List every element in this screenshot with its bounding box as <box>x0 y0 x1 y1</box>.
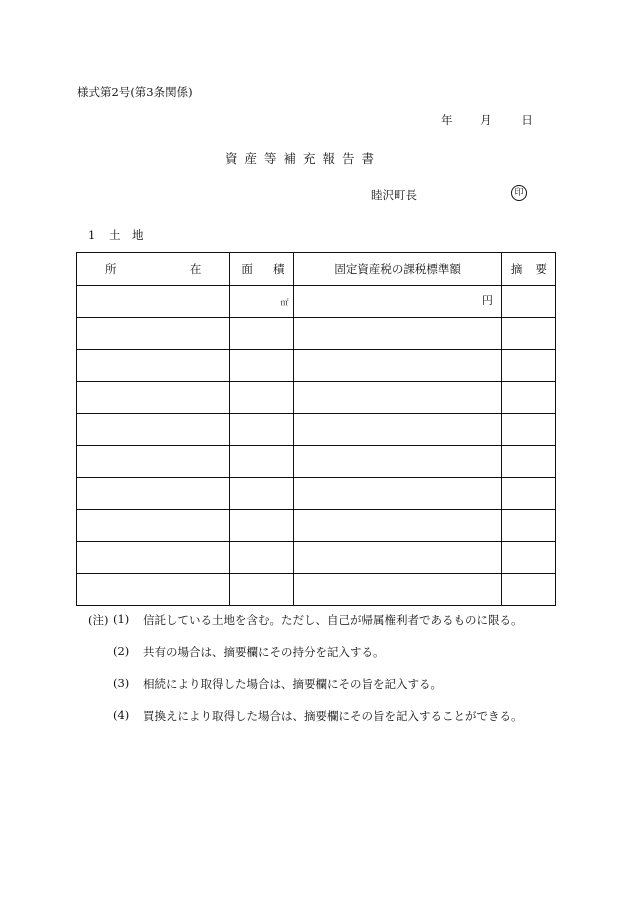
taxable-value-cell[interactable] <box>294 510 501 542</box>
table-header-row <box>77 253 556 286</box>
remarks-cell[interactable] <box>501 286 555 318</box>
note-text: 相続により取得した場合は、摘要欄にその旨を記入する。 <box>143 677 442 691</box>
value-unit: 円 <box>481 294 493 307</box>
area-cell[interactable] <box>230 414 294 446</box>
form-number: 様式第2号(第3条関係) <box>77 85 193 99</box>
remarks-cell[interactable] <box>501 510 555 542</box>
taxable-value-cell[interactable] <box>294 414 501 446</box>
taxable-value-cell[interactable] <box>294 574 501 606</box>
land-table <box>76 252 556 606</box>
header-remarks <box>501 253 555 286</box>
table-row <box>77 574 556 606</box>
table-row <box>77 382 556 414</box>
table-row <box>77 510 556 542</box>
header-area-char: 面 <box>241 262 253 276</box>
header-taxable-value: 固定資産税の課税標準額 <box>294 253 501 286</box>
header-remarks-char: 摘 <box>510 262 523 276</box>
header-area-char: 積 <box>272 262 285 276</box>
taxable-value-cell[interactable] <box>294 382 501 414</box>
remarks-cell[interactable] <box>501 542 555 574</box>
remarks-cell[interactable] <box>501 382 555 414</box>
page-title: 資産等補充報告書 <box>225 151 382 166</box>
taxable-value-cell[interactable] <box>294 542 501 574</box>
area-unit: ㎡ <box>280 298 289 307</box>
table-row <box>77 286 556 318</box>
header-location-char: 所 <box>105 262 117 276</box>
note-number: (2) <box>113 644 130 658</box>
area-cell[interactable] <box>230 510 294 542</box>
location-cell[interactable] <box>77 286 230 318</box>
location-cell[interactable] <box>77 318 230 350</box>
note-text: 共有の場合は、摘要欄にその持分を記入する。 <box>143 645 385 659</box>
table-row <box>77 542 556 574</box>
remarks-cell[interactable] <box>501 350 555 382</box>
remarks-cell[interactable] <box>501 574 555 606</box>
header-location-char: 在 <box>189 262 202 276</box>
area-cell[interactable] <box>230 574 294 606</box>
table-body <box>77 286 556 606</box>
location-cell[interactable] <box>77 510 230 542</box>
table-row <box>77 478 556 510</box>
area-cell[interactable] <box>230 382 294 414</box>
section-label: 土 地 <box>108 228 144 242</box>
date-year: 年 <box>441 113 453 127</box>
note-number: (4) <box>113 708 130 722</box>
note-number: (1) <box>113 612 130 626</box>
location-cell[interactable] <box>77 382 230 414</box>
note-prefix: (注) <box>88 613 109 627</box>
area-cell[interactable] <box>230 446 294 478</box>
taxable-value-cell[interactable] <box>294 286 501 318</box>
taxable-value-cell[interactable] <box>294 446 501 478</box>
area-cell[interactable] <box>230 478 294 510</box>
location-cell[interactable] <box>77 478 230 510</box>
remarks-cell[interactable] <box>501 478 555 510</box>
location-cell[interactable] <box>77 350 230 382</box>
area-cell[interactable] <box>230 542 294 574</box>
table-row <box>77 350 556 382</box>
addressee: 睦沢町長 <box>371 188 417 202</box>
area-cell[interactable] <box>230 318 294 350</box>
date-line <box>441 112 533 128</box>
location-cell[interactable] <box>77 542 230 574</box>
taxable-value-cell[interactable] <box>294 350 501 382</box>
section-number: 1 <box>88 228 96 242</box>
location-cell[interactable] <box>77 414 230 446</box>
date-month: 月 <box>480 113 492 127</box>
remarks-cell[interactable] <box>501 414 555 446</box>
header-location <box>77 253 230 286</box>
seal-mark: 印 <box>511 185 527 201</box>
section-heading <box>88 227 143 243</box>
taxable-value-cell[interactable] <box>294 478 501 510</box>
note-text: 買換えにより取得した場合は、摘要欄にその旨を記入することができる。 <box>143 709 523 723</box>
header-area <box>230 253 294 286</box>
table-row <box>77 318 556 350</box>
remarks-cell[interactable] <box>501 446 555 478</box>
table-row <box>77 446 556 478</box>
remarks-cell[interactable] <box>501 318 555 350</box>
area-cell[interactable] <box>230 286 294 318</box>
location-cell[interactable] <box>77 574 230 606</box>
date-day: 日 <box>521 113 533 127</box>
note-number: (3) <box>113 676 130 690</box>
note-text: 信託している土地を含む。ただし、自己が帰属権利者であるものに限る。 <box>143 613 523 627</box>
table-row <box>77 414 556 446</box>
location-cell[interactable] <box>77 446 230 478</box>
header-remarks-char: 要 <box>535 262 547 276</box>
area-cell[interactable] <box>230 350 294 382</box>
taxable-value-cell[interactable] <box>294 318 501 350</box>
